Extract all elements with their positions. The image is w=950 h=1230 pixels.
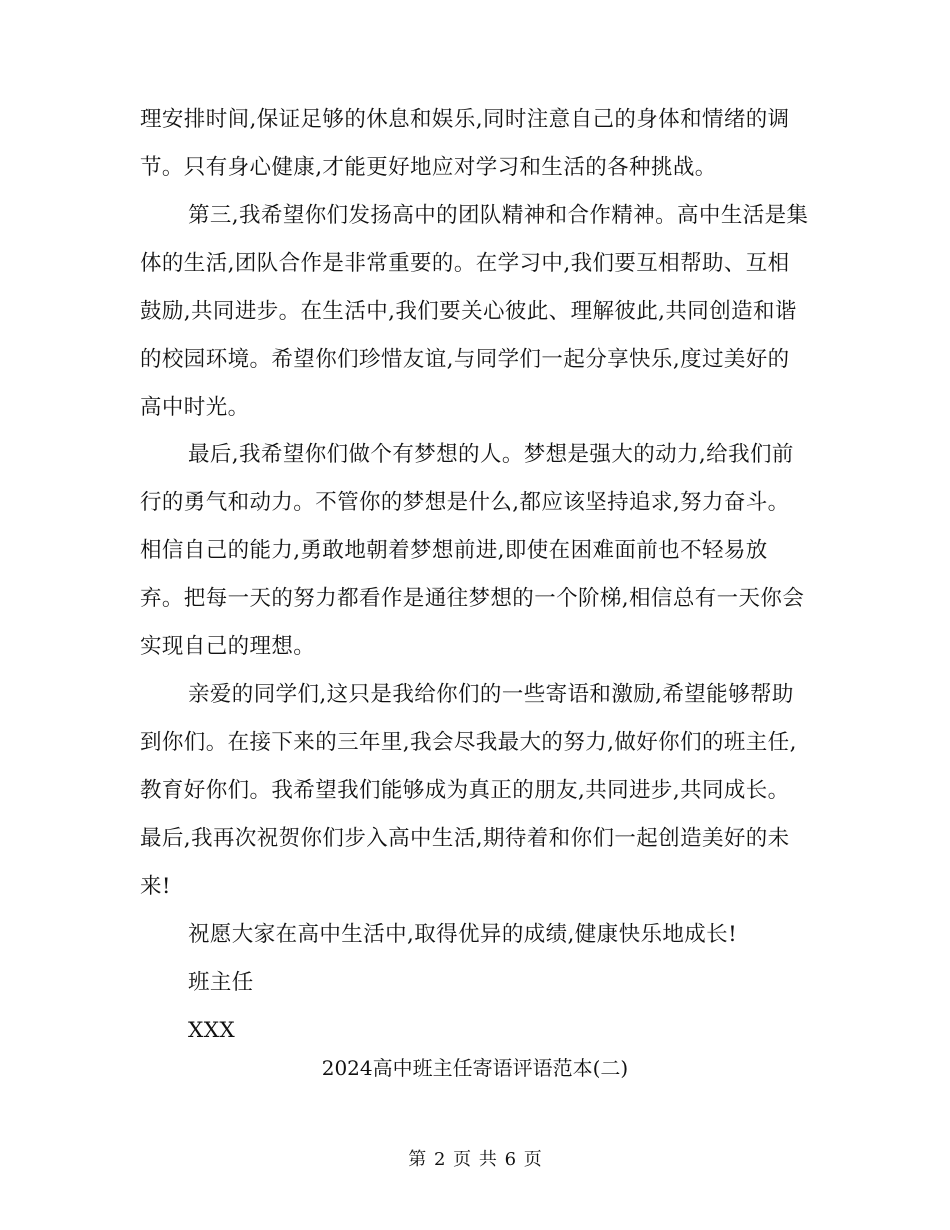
body-text-line: 相信自己的能力,勇敢地朝着梦想前进,即使在困难面前也不轻易放 [140,538,768,563]
body-text-line: 鼓励,共同进步。在生活中,我们要关心彼此、理解彼此,共同创造和谐 [140,299,797,324]
signature-role: 班主任 [188,970,254,995]
body-text-line: 来! [140,874,171,899]
body-text-line: 行的勇气和动力。不管你的梦想是什么,都应该坚持追求,努力奋斗。 [140,490,790,515]
section-title: 2024高中班主任寄语评语范本(二) [321,1056,629,1080]
body-text-line: 教育好你们。我希望我们能够成为真正的朋友,共同进步,共同成长。 [140,778,790,803]
body-text-line: 的校园环境。希望你们珍惜友谊,与同学们一起分享快乐,度过美好的 [140,347,790,372]
body-text-line: 体的生活,团队合作是非常重要的。在学习中,我们要互相帮助、互相 [140,251,790,276]
body-text-line: 理安排时间,保证足够的休息和娱乐,同时注意自己的身体和情绪的调 [140,107,790,132]
body-text-line: 弃。把每一天的努力都看作是通往梦想的一个阶梯,相信总有一天你会 [140,586,805,611]
body-text-line: 实现自己的理想。 [140,634,316,659]
body-text-line: 到你们。在接下来的三年里,我会尽我最大的努力,做好你们的班主任, [140,730,797,755]
page-number-footer: 第 2 页 共 6 页 [408,1149,542,1170]
closing-wish: 祝愿大家在高中生活中,取得优异的成绩,健康快乐地成长! [188,922,738,947]
body-text-line: 最后,我再次祝贺你们步入高中生活,期待着和你们一起创造美好的未 [140,826,790,851]
paragraph-start-line: 亲爱的同学们,这只是我给你们的一些寄语和激励,希望能够帮助 [188,682,794,707]
body-text-line: 高中时光。 [140,395,250,420]
paragraph-start-line: 第三,我希望你们发扬高中的团队精神和合作精神。高中生活是集 [188,203,809,228]
paragraph-start-line: 最后,我希望你们做个有梦想的人。梦想是强大的动力,给我们前 [188,442,794,467]
signature-name: XXX [188,1018,236,1043]
body-text-line: 节。只有身心健康,才能更好地应对学习和生活的各种挑战。 [140,155,717,180]
